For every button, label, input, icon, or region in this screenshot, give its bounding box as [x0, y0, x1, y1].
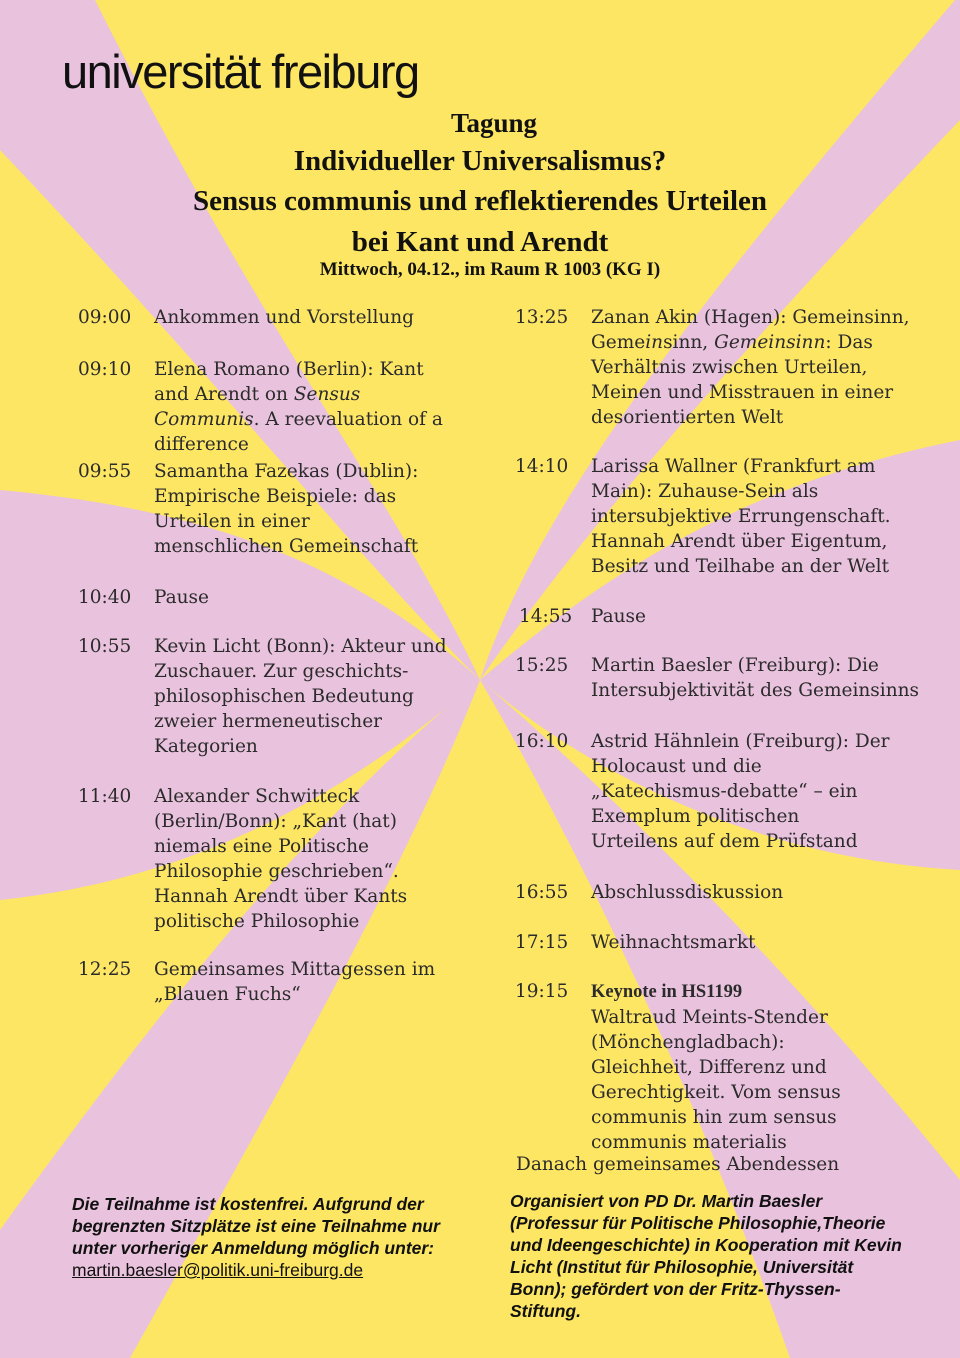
- keynote-label: Keynote in HS1199: [591, 982, 743, 1002]
- time: 10:55: [78, 636, 132, 657]
- program-item: Alexander Schwitteck (Berlin/Bonn): „Kant (hat) niemals eine Politische Philosophie geschrieben“. Hannah Arendt über Kants politische Philosophie: [154, 786, 408, 932]
- program-item: Abschlussdiskussion: [591, 882, 784, 903]
- time: 09:55: [78, 461, 132, 482]
- time: 12:25: [78, 959, 132, 980]
- program-item: Martin Baesler (Freiburg): Die Intersubjektivität des Gemeinsinns: [591, 655, 920, 701]
- event-type: Tagung: [450, 108, 538, 138]
- program-item: Pause: [154, 587, 210, 608]
- program-item: Elena Romano (Berlin): Kant and Arendt on Sensus Communis. A reevaluation of a difference: [154, 359, 443, 455]
- program-item: Gemeinsames Mittagessen im „Blauen Fuchs“: [154, 959, 436, 1005]
- time: 13:25: [515, 307, 569, 328]
- time: 10:40: [78, 587, 132, 608]
- event-date-room: Mittwoch, 04.12., im Raum R 1003 (KG I): [319, 259, 661, 280]
- program-item: Weihnachtsmarkt: [591, 932, 756, 953]
- email-link[interactable]: martin.baesler@politik.uni-freiburg.de: [72, 1260, 364, 1280]
- program-item: Samantha Fazekas (Dublin): Empirische Beispiele: das Urteilen in einer menschlichen Gemeinschaft: [154, 461, 419, 557]
- time: 16:55: [515, 882, 569, 903]
- university-logo: universität freiburg: [62, 45, 419, 98]
- program-item: Zanan Akin (Hagen): Gemeinsinn, Gemeinsinn, Gemeinsinn: Das Verhältnis zwischen Urteilen, Meinen und Misstrauen in einer desorientierten Welt: [591, 307, 910, 428]
- program-item: Larissa Wallner (Frankfurt am Main): Zuhause-Sein als intersubjektive Errungenschaft. Hannah Arendt über Eigentum, Besitz und Teilhabe an der Welt: [591, 456, 891, 577]
- time: 15:25: [515, 655, 569, 676]
- event-title-line3: bei Kant und Arendt: [351, 226, 609, 258]
- time: 09:10: [78, 359, 132, 380]
- program-item: Pause: [591, 606, 647, 627]
- organizer-note: Organisiert von PD Dr. Martin Baesler (Professur für Politische Philosophie,Theorie und Ideengeschichte) in Kooperation mit Kevin Licht (Institut für Philosophie, Universität Bonn); gefördert von der Fritz-Thyssen-Stiftung.: [510, 1191, 902, 1321]
- time: 09:00: [78, 307, 132, 328]
- time: 11:40: [78, 786, 132, 807]
- program-item: Keynote in HS1199 Waltraud Meints-Stender (Mönchengladbach): Gleichheit, Differenz und Gerechtigkeit. Vom sensus communis hin zum sensus communis materialis: [591, 982, 841, 1153]
- registration-notice: Die Teilnahme ist kostenfrei. Aufgrund der begrenzten Sitzplätze ist eine Teilnahme nur unter vorheriger Anmeldung möglich unter: martin.baesler@politik.uni-freiburg.de: [72, 1194, 440, 1280]
- time: 14:10: [515, 456, 569, 477]
- event-title-line1: Individueller Universalismus?: [293, 145, 667, 177]
- time: 19:15: [515, 981, 569, 1002]
- time: 16:10: [515, 731, 569, 752]
- time: 17:15: [515, 932, 569, 953]
- program-item: Astrid Hähnlein (Freiburg): Der Holocaust und die „Katechismus-debatte“ – ein Exemplum politischen Urteilens auf dem Prüfstand: [591, 731, 890, 852]
- time: 14:55: [519, 606, 573, 627]
- event-title-line2: Sensus communis und reflektierendes Urteilen: [192, 185, 768, 217]
- program-item: Ankommen und Vorstellung: [154, 307, 415, 328]
- program-item: Kevin Licht (Bonn): Akteur und Zuschauer. Zur geschichts-philosophischen Bedeutung zweier hermeneutischer Kategorien: [154, 636, 447, 757]
- dinner-note: Danach gemeinsames Abendessen: [516, 1154, 840, 1175]
